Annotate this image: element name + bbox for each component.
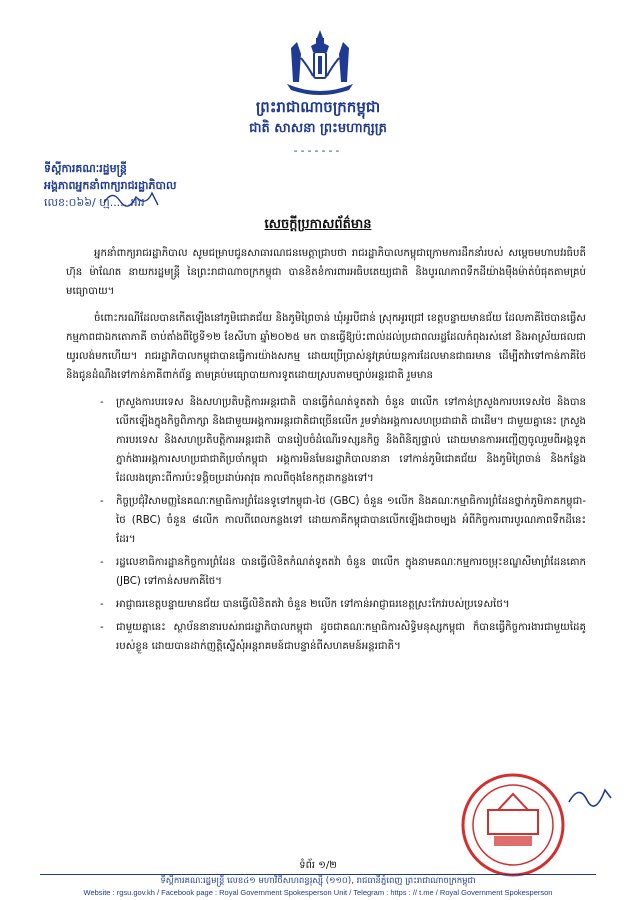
reference-number: លេខ:០៦៦/ ហ្ម......អររ — [44, 196, 145, 209]
sender-unit: អង្គភាពអ្នកនាំពាក្យរាជរដ្ឋាភិបាល — [44, 179, 177, 192]
list-item: - អាជ្ញាធរខេត្តបន្ទាយមានជ័យ បានធ្វើលិខិតតវ៉ា ចំនួន ២លើក ទៅកាន់អាជ្ញាធរខេត្តស្រះកែវរបស់ប្រទេសថៃ។ — [86, 595, 586, 614]
paragraph-2: ចំពោះករណីដែលបានកើតឡើងនៅភូមិជោគជ័យ និងភូមិព្រៃចាន់ ឃុំអូរបីជាន់ ស្រុកអូរជ្រៅ ខេត្តបន្ទាយមានជ័យ ដែលភាគីថៃបានធ្វើសកម្មភាពជាឯកតោភាគី ចាប់តាំងពីថ្ងៃទី១២ ខែសីហា ឆ្នាំ២០២៥ មក បានធ្វើឱ្យប៉ះពាល់ដល់ប្រជាពលរដ្ឋដែលកំពុងរស់នៅ និងអាស្រ័យផលជាយូរលង់មកហើយ។ រាជរដ្ឋាភិបាលកម្ពុជាបានធ្វើការយ៉ាងសកម្ម ដោយប្រើប្រាស់នូវគ្រប់យន្តការដែលមានជាធរមាន ដើម្បីតវ៉ាទៅកាន់ភាគីថៃ និងជូនដំណឹងទៅកាន់ភាគីពាក់ព័ន្ធ តាមគ្រប់មធ្យោបាយការទូតដោយស្របតាមច្បាប់អន្តរជាតិ រួមមាន — [66, 313, 586, 381]
initial-signature-icon — [100, 185, 190, 211]
footer-address: ទីស្ដីការគណៈរដ្ឋមន្ត្រី លេខ៤១ មហាវិថីសហពន្ធរុស្ស៊ី (១១០), រាជធានីភ្នំពេញ ព្រះរាជាណាចក្រកម្ពុជា — [160, 876, 476, 886]
document-title: សេចក្ដីប្រកាសព័ត៌មាន — [264, 217, 372, 232]
paragraph-1: អ្នកនាំពាក្យរាជរដ្ឋាភិបាល សូមជម្រាបជូនសាធារណជនមេត្តាជ្រាបថា រាជរដ្ឋាភិបាលកម្ពុជាក្រោមការដឹកនាំរបស់ សម្ដេចមហាបវរធិបតី ហ៊ុន ម៉ាណែត នាយករដ្ឋមន្ត្រី នៃព្រះរាជាណាចក្រកម្ពុជា បានខិតខំការពារអធិបតេយ្យជាតិ និងបូរណភាពទឹកដីយ៉ាងម៉ឺងម៉ាត់បំផុតតាមគ្រប់មធ្យោបាយ។ — [66, 248, 586, 297]
list-item: - ក្រសួងការបរទេស និងសហប្រតិបត្តិការអន្តរជាតិ បានធ្វើកំណត់ទូតតវ៉ា ចំនួន ៣លើក ទៅកាន់ក្រសួងការបរទេសថៃ និងបានលើកឡើងក្នុងកិច្ចពិភាក្សា និងជាមួយអង្គការអន្តរជាតិជាច្រើនលើក រួមទាំងអង្គការសហប្រជាជាតិ ជាដើម។ ជាមួយគ្នានេះ ក្រសួងការបរទេស និងសហប្រតិបត្តិការអន្តរជាតិ បានរៀបចំដំណើរទស្សនកិច្ច និងពិនិត្យផ្ទាល់ ដោយមានការអញ្ជើញចូលរួមពីអង្គទូត ភ្នាក់ងារអង្គការសហប្រជាជាតិប្រចាំកម្ពុជា អង្គការមិនមែនរដ្ឋាភិបាលនានា ទៅកាន់ភូមិជោគជ័យ និងភូមិព្រៃចាន់ និងកន្លែងដែលរងគ្រោះពីការប៉ះទង្គិចប្រដាប់អាវុធ កាលពីចុងខែកក្កដាកន្លងទៅ។ — [86, 393, 586, 488]
document-body — [66, 244, 586, 660]
header-ornament: ------- — [293, 144, 343, 157]
kingdom-title: ព្រះរាជាណាចក្រកម្ពុជា — [255, 98, 381, 116]
list-item: - កិច្ចប្រជុំវិសាមញ្ញនៃគណៈកម្មាធិការព្រំដែនទូទៅកម្ពុជា-ថៃ (GBC) ចំនួន ១លើក និងគណៈកម្មាធិការព្រំដែនថ្នាក់ភូមិភាគកម្ពុជា-ថៃ (RBC) ចំនួន ៨លើក កាលពីពេលកន្លងទៅ ដោយភាគីកម្ពុជាបានលើកឡើងជាចម្បង អំពីកិច្ចការពារបូរណភាពទឹកដីនេះដែរ។ — [86, 492, 586, 549]
footer-divider — [40, 874, 596, 875]
national-motto: ជាតិ សាសនា ព្រះមហាក្សត្រ — [249, 121, 387, 136]
footer-contact: Website : rgsu.gov.kh / Facebook page : Royal Government Spokesperson Unit / Telegram : https : // t.me / Royal Government Spokesperson — [83, 888, 553, 897]
royal-emblem-icon — [283, 28, 357, 98]
signature-icon — [565, 780, 615, 810]
page-number: ទំព័រ ១/២ — [299, 860, 337, 871]
sender-office: ទីស្ដីការគណៈរដ្ឋមន្ត្រី — [44, 162, 127, 175]
list-item: - រដ្ឋលេខាធិការដ្ឋានកិច្ចការព្រំដែន បានធ្វើលិខិតកំណត់ទូតតវ៉ា ចំនួន ៣លើក ក្នុងនាមគណៈកម្មការចម្រុះខណ្ឌសីមាព្រំដែនគោក (JBC) ទៅកាន់សមភាគីថៃ។ — [86, 553, 586, 591]
list-item: - ជាមួយគ្នានេះ ស្ថាប័ននានារបស់រាជរដ្ឋាភិបាលកម្ពុជា ដូចជាគណៈកម្មាធិការសិទ្ធិមនុស្សកម្ពុជា ក៏បានធ្វើកិច្ចការងារជាមួយដៃគូរបស់ខ្លួន ដោយបានដាក់ញត្តិស្នើសុំអន្តរាគមន៍ជាបន្ទាន់ពីសហគមន៍អន្តរជាតិ។ — [86, 618, 586, 656]
measures-list — [66, 393, 586, 656]
